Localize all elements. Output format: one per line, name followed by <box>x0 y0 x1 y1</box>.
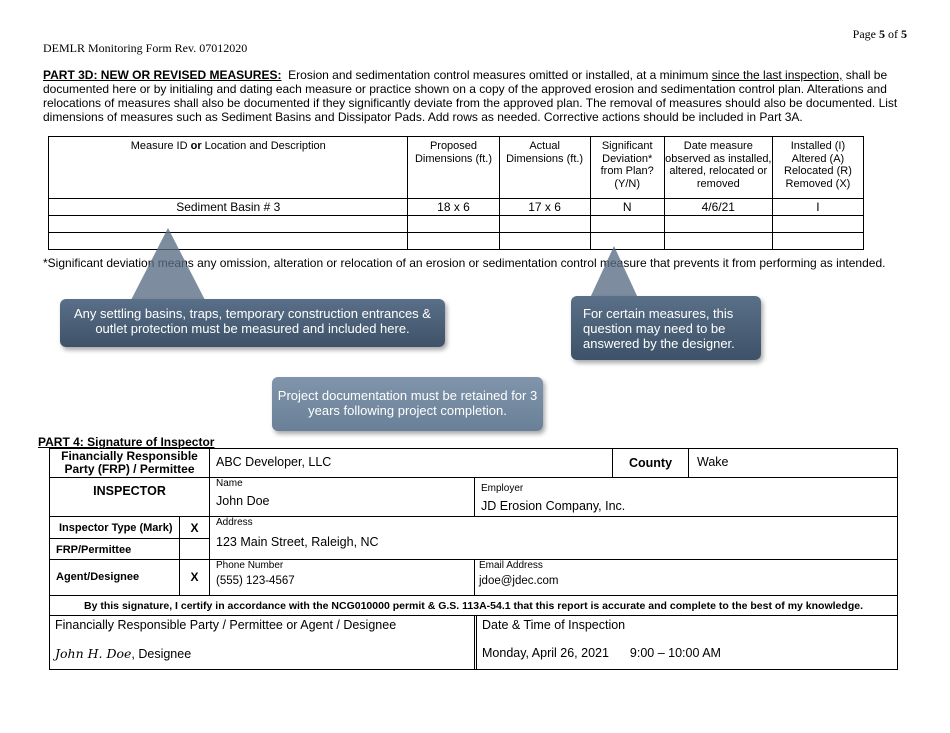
signature-table <box>49 448 898 670</box>
frp-permittee-label: FRP/Permittee <box>50 538 179 560</box>
table-header-row <box>49 137 864 199</box>
part3d-intro: PART 3D: NEW OR REVISED MEASURES: Erosion and sedimentation control measures omitted or installed, at a minimum since the last inspection, shall be documented here or by initialing and dating each measure or practice shown on a copy of the approved erosion and sedimentation control plan. Alterations and relocations of measures shall also be documented if they significantly deviate from the approved plan. The removal of measures should also be documented. List dimensions of measures such as Sediment Basins and Dissipator Pads. Add rows as needed. Corrective actions should be included in Part 3A. <box>43 68 898 124</box>
employer-cell <box>474 477 897 517</box>
phone-label: Phone Number <box>216 560 284 571</box>
name-value[interactable]: John Doe <box>216 494 270 508</box>
part4-title: PART 4: Signature of Inspector <box>38 435 215 449</box>
certification-statement: By this signature, I certify in accordance with the NCG010000 permit & G.S. 113A-54.1 that this report is accurate and complete to the best of my knowledge. <box>50 595 897 616</box>
callout-settling-basins: Any settling basins, traps, temporary construction entrances & outlet protection must be measured and included here. <box>60 299 445 347</box>
inspector-type-mark[interactable]: X <box>179 516 209 539</box>
col-header-status: Installed (I) Altered (A) Relocated (R) Removed (X) <box>772 137 863 199</box>
page-number: Page 5 of 5 <box>852 27 907 41</box>
cell-deviation[interactable] <box>590 216 664 233</box>
cell-proposed[interactable] <box>408 216 499 233</box>
col-header-measure-id: Measure ID or Location and Description <box>49 137 408 199</box>
col-header-deviation: Significant Deviation* from Plan? (Y/N) <box>590 137 664 199</box>
callout-pointer-settling <box>131 228 205 300</box>
address-label: Address <box>216 517 253 528</box>
part3d-title: PART 3D: NEW OR REVISED MEASURES: <box>43 68 282 82</box>
deviation-footnote: *Significant deviation means any omission, alteration or relocation of an erosion or sedimentation control measure that prevents it from performing as intended. <box>43 256 886 270</box>
callout-designer: For certain measures, this question may need to be answered by the designer. <box>571 296 761 360</box>
col-header-date: Date measure observed as installed, altered, relocated or removed <box>664 137 772 199</box>
employer-value[interactable]: JD Erosion Company, Inc. <box>481 499 626 513</box>
cell-proposed[interactable] <box>408 233 499 250</box>
address-value[interactable]: 123 Main Street, Raleigh, NC <box>216 535 379 549</box>
datetime-label: Date & Time of Inspection <box>482 618 626 632</box>
cell-date[interactable]: 4/6/21 <box>664 199 772 216</box>
cell-measure[interactable]: Sediment Basin # 3 <box>49 199 408 216</box>
frp-permittee-mark[interactable] <box>179 538 209 560</box>
email-cell <box>474 559 897 596</box>
employer-label: Employer <box>481 483 524 494</box>
cell-measure[interactable] <box>49 233 408 250</box>
agent-designee-mark[interactable]: X <box>179 559 209 596</box>
cell-proposed[interactable]: 18 x 6 <box>408 199 499 216</box>
email-label: Email Address <box>479 560 543 571</box>
phone-cell <box>209 559 474 596</box>
signature-label: Financially Responsible Party / Permittee or Agent / Designee <box>55 618 397 632</box>
county-value[interactable]: Wake <box>688 449 897 478</box>
page-current: 5 <box>879 27 885 41</box>
email-value[interactable]: jdoe@jdec.com <box>479 575 559 587</box>
table-row <box>49 199 864 216</box>
datetime-value[interactable] <box>482 646 897 660</box>
cell-status[interactable]: I <box>772 199 863 216</box>
col-header-actual: Actual Dimensions (ft.) <box>499 137 590 199</box>
signature-script: John H. Doe <box>55 646 132 661</box>
name-cell <box>209 477 474 517</box>
agent-designee-label: Agent/Designee <box>50 559 179 596</box>
cell-status[interactable] <box>772 216 863 233</box>
callout-pointer-designer <box>590 246 638 298</box>
frp-label: Financially Responsible Party (FRP) / Permittee <box>61 449 198 476</box>
cell-measure[interactable] <box>49 216 408 233</box>
col-header-proposed: Proposed Dimensions (ft.) <box>408 137 499 199</box>
cell-deviation[interactable]: N <box>590 199 664 216</box>
datetime-cell <box>474 616 897 669</box>
signature-cell <box>50 616 474 669</box>
cell-actual[interactable]: 17 x 6 <box>499 199 590 216</box>
inspector-label: INSPECTOR <box>50 477 209 517</box>
callout-retention: Project documentation must be retained for 3 years following project completion. <box>272 377 543 431</box>
phone-value[interactable]: (555) 123-4567 <box>216 575 295 587</box>
cell-date[interactable] <box>664 216 772 233</box>
inspector-type-label: Inspector Type (Mark) <box>50 516 179 539</box>
county-label: County <box>612 449 688 478</box>
signature-line[interactable] <box>55 646 474 661</box>
form-revision: DEMLR Monitoring Form Rev. 07012020 <box>43 41 248 55</box>
cell-date[interactable] <box>664 233 772 250</box>
inspection-time: 9:00 – 10:00 AM <box>629 646 721 660</box>
cell-actual[interactable] <box>499 216 590 233</box>
page-total: 5 <box>901 27 907 41</box>
inspection-date: Monday, April 26, 2021 <box>482 646 609 660</box>
cell-actual[interactable] <box>499 233 590 250</box>
signature-suffix: , Designee <box>131 647 192 661</box>
frp-value[interactable]: ABC Developer, LLC <box>209 449 612 478</box>
address-cell <box>209 516 897 560</box>
cell-status[interactable] <box>772 233 863 250</box>
name-label: Name <box>216 478 243 489</box>
